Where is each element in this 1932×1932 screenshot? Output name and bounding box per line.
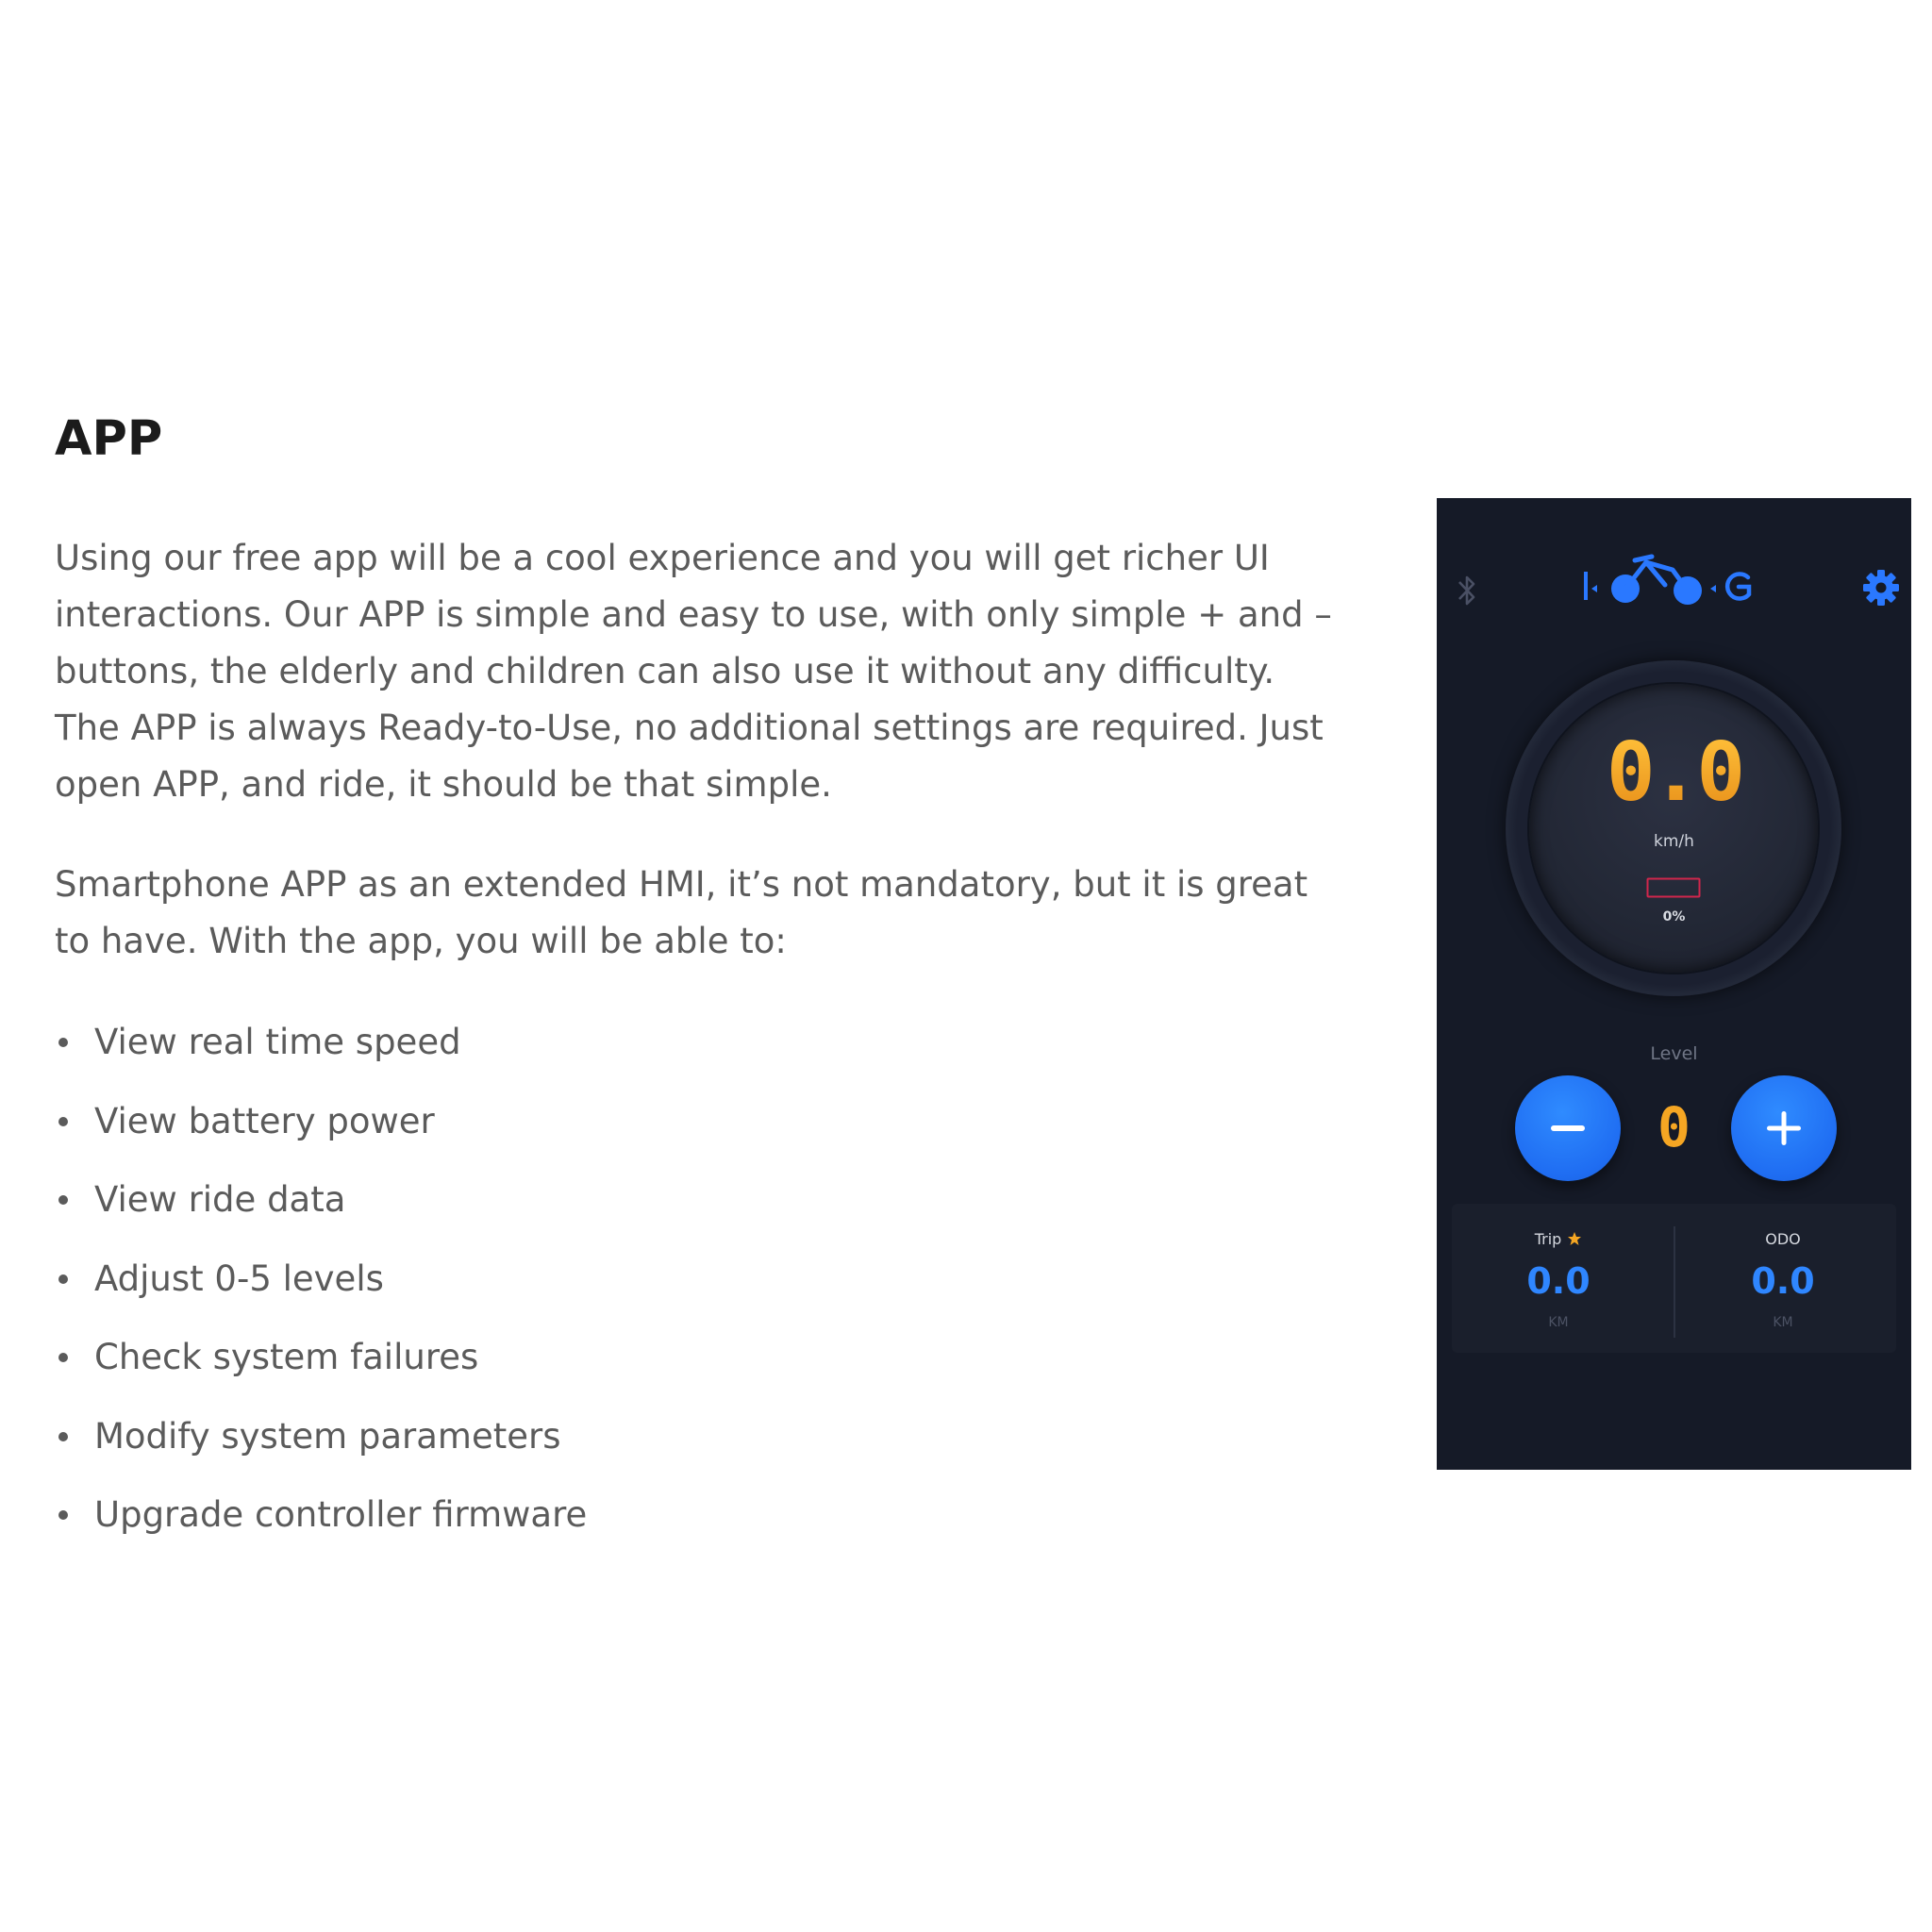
odo-value: 0.0 xyxy=(1751,1260,1815,1302)
feature-text: Adjust 0-5 levels xyxy=(94,1257,384,1299)
battery-percent: 0% xyxy=(1662,909,1686,924)
feature-text: View battery power xyxy=(94,1100,435,1141)
bullet-icon xyxy=(58,1195,68,1205)
stats-divider xyxy=(1674,1226,1675,1338)
feature-text: Upgrade controller firmware xyxy=(94,1494,588,1535)
bullet-icon xyxy=(58,1432,68,1441)
bullet-icon xyxy=(58,1353,68,1362)
page-title: APP xyxy=(55,411,163,467)
trip-value: 0.0 xyxy=(1526,1260,1591,1302)
trip-label xyxy=(1464,1230,1653,1248)
bike-logo-icon xyxy=(1578,547,1767,623)
feature-text: Modify system parameters xyxy=(94,1415,561,1457)
bluetooth-icon[interactable] xyxy=(1456,572,1478,609)
level-label: Level xyxy=(1650,1043,1698,1064)
hmi-paragraph: Smartphone APP as an extended HMI, it’s not mandatory, but it is great to have. With the app, you will be able to: xyxy=(55,864,1308,961)
list-item xyxy=(55,1089,587,1168)
bullet-icon xyxy=(58,1117,68,1126)
feature-text: View real time speed xyxy=(94,1022,461,1062)
list-item xyxy=(55,1482,587,1561)
trip-label-text: Trip xyxy=(1534,1230,1562,1248)
feature-text: Check system failures xyxy=(94,1337,479,1377)
intro-paragraph: Using our free app will be a cool experience and you will get richer UI interactions. Our APP is simple and easy to use, with only simple + and – buttons, the elderly and children can also use it without any difficulty. The APP is always Ready-to-Use, no additional settings are required. Just open APP, and ride, it should be that simple. xyxy=(55,538,1332,805)
feature-list xyxy=(55,1009,587,1561)
battery-icon xyxy=(1646,877,1701,898)
gear-icon[interactable] xyxy=(1861,568,1901,608)
list-item xyxy=(55,1246,587,1325)
trip-unit: KM xyxy=(1548,1315,1569,1330)
feature-text: View ride data xyxy=(94,1179,346,1220)
level-increase-button[interactable] xyxy=(1731,1075,1837,1181)
list-item xyxy=(55,1324,587,1404)
bullet-icon xyxy=(58,1038,68,1047)
level-value: 0 xyxy=(1657,1095,1690,1159)
odo-label: ODO xyxy=(1765,1230,1801,1248)
speed-unit: km/h xyxy=(1654,832,1694,851)
bullet-icon xyxy=(58,1510,68,1520)
odo-unit: KM xyxy=(1773,1315,1793,1330)
list-item xyxy=(55,1404,587,1483)
list-item xyxy=(55,1167,587,1246)
bullet-icon xyxy=(58,1274,68,1284)
star-icon xyxy=(1567,1231,1582,1246)
plus-icon xyxy=(1761,1106,1807,1151)
list-item xyxy=(55,1009,587,1089)
app-screenshot xyxy=(1437,498,1911,1470)
speed-value: 0.0 xyxy=(1437,732,1911,813)
